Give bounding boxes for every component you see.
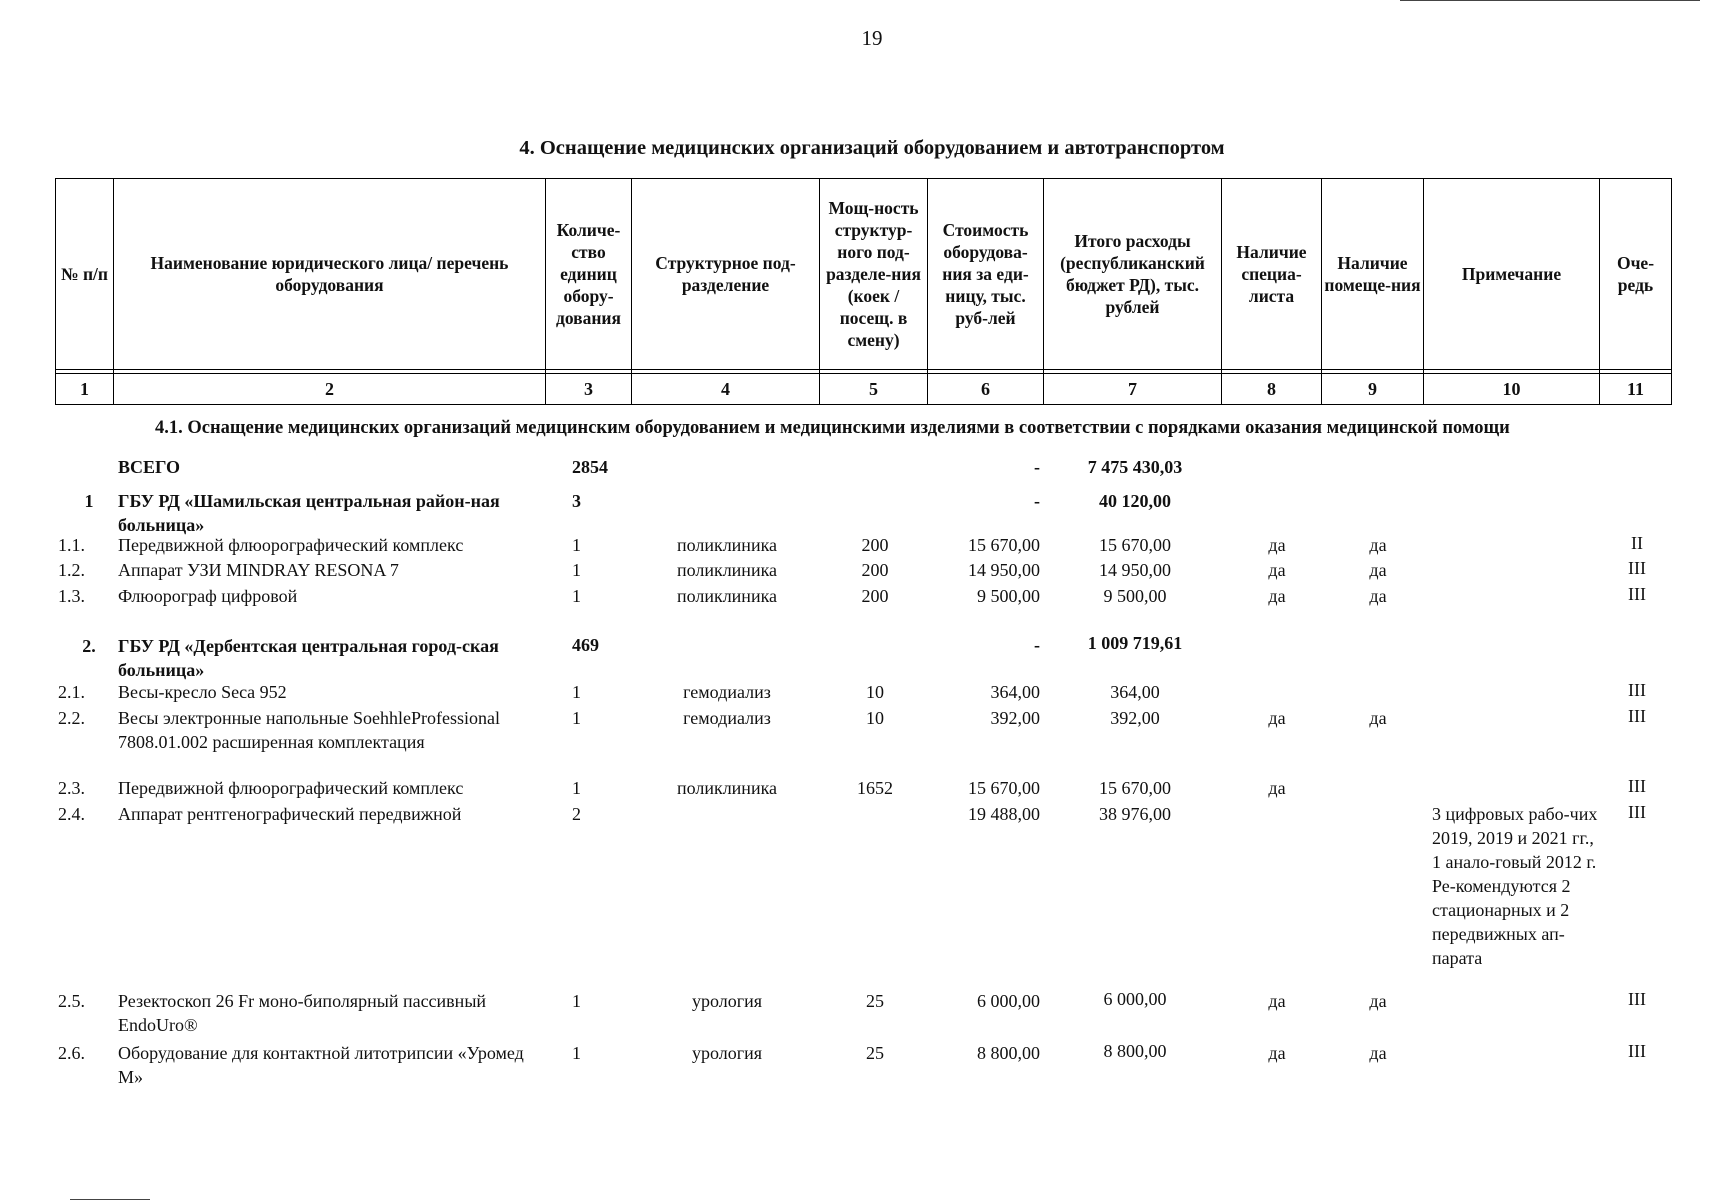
column-number: 7 [1044,374,1222,405]
section-title: 4. Оснащение медицинских организаций оборудованием и автотранспортом [519,137,1225,159]
item-note: 3 цифровых рабо-чих 2019, 2019 и 2021 гг., 1 анало-говый 2012 г. Ре-комендуются 2 стационарных и 2 передвижных ап-парата [1432,804,1598,968]
header-note: Примечание [1424,179,1600,370]
org-num: 2. [82,636,96,656]
item-num: 1.2. [58,560,85,580]
item-room: да [1369,708,1387,728]
item-total: 8 800,00 [1103,1041,1167,1061]
item-room: да [1369,991,1387,1011]
org-name: ГБУ РД «Дербентская центральная город-ская больница» [118,636,499,680]
item-dept: гемодиализ [683,708,771,728]
item-dept: гемодиализ [683,682,771,702]
header-num: № п/п [56,179,114,370]
item-queue: III [1628,776,1646,796]
item-capacity: 10 [866,682,884,702]
item-queue: III [1628,1041,1646,1061]
item-unit-cost: 14 950,00 [968,560,1040,580]
item-qty: 1 [572,991,581,1011]
item-unit-cost: 9 500,00 [977,586,1040,606]
column-number: 11 [1600,374,1672,405]
header-room: Наличие помеще-ния [1322,179,1424,370]
subsection-title: 4.1. Оснащение медицинских организаций медицинским оборудованием и медицинскими изделиями в соответствии с порядками оказания медицинской помощи [155,418,1510,438]
org-qty: 469 [572,635,599,655]
org-total: 40 120,00 [1099,491,1171,511]
item-total: 392,00 [1110,708,1160,728]
item-total: 14 950,00 [1099,560,1171,580]
column-number: 6 [928,374,1044,405]
item-num: 2.1. [58,682,85,702]
item-qty: 1 [572,560,581,580]
item-name: Флюорограф цифровой [118,586,298,606]
item-capacity: 200 [861,560,889,580]
item-unit-cost: 15 670,00 [968,778,1040,798]
totals-unit-cost: - [1034,457,1040,477]
totals-label: ВСЕГО [118,457,181,477]
org-unit-cost: - [1034,635,1040,655]
item-room: да [1369,560,1387,580]
header-unit-cost: Стоимость оборудова-ния за еди-ницу, тыс. руб-лей [928,179,1044,370]
item-unit-cost: 392,00 [990,708,1040,728]
item-num: 2.6. [58,1043,85,1063]
item-queue: III [1628,584,1646,604]
header-name: Наименование юридического лица/ перечень оборудования [114,179,546,370]
header-qty: Количе-ство единиц обору-дования [546,179,632,370]
header-queue: Оче-редь [1600,179,1672,370]
item-specialist: да [1268,778,1286,798]
item-dept: поликлиника [676,586,778,606]
item-room: да [1369,1043,1387,1063]
item-name: Аппарат УЗИ MINDRAY RESONA 7 [118,560,399,580]
item-qty: 2 [572,804,581,824]
item-specialist: да [1268,560,1286,580]
item-specialist: да [1268,991,1286,1011]
item-total: 364,00 [1110,682,1160,702]
item-total: 9 500,00 [1103,586,1167,606]
column-number: 1 [56,374,114,405]
org-qty: 3 [572,491,581,511]
header-total: Итого расходы (республиканский бюджет РД), тыс. рублей [1044,179,1222,370]
item-name: Резектоскоп 26 Fr моно-биполярный пассивный EndoUro® [118,991,487,1035]
item-dept: поликлиника [676,535,778,555]
item-total: 15 670,00 [1099,778,1171,798]
column-number: 4 [632,374,820,405]
item-queue: II [1631,533,1643,553]
item-num: 1.3. [58,586,85,606]
item-name: Оборудование для контактной литотрипсии «Уромед М» [118,1043,524,1087]
item-capacity: 25 [866,1043,884,1063]
item-capacity: 10 [866,708,884,728]
item-qty: 1 [572,778,581,798]
item-room: да [1369,586,1387,606]
page-number: 19 [861,26,883,50]
item-specialist: да [1268,1043,1286,1063]
item-num: 1.1. [58,535,85,555]
item-total: 15 670,00 [1099,535,1171,555]
org-name: ГБУ РД «Шамильская центральная район-ная больница» [118,491,500,535]
item-name: Аппарат рентгенографический передвижной [118,804,462,824]
item-num: 2.5. [58,991,85,1011]
column-number: 9 [1322,374,1424,405]
item-specialist: да [1268,708,1286,728]
item-name: Передвижной флюорографический комплекс [118,778,464,798]
item-queue: III [1628,989,1646,1009]
org-total: 1 009 719,61 [1087,633,1183,653]
item-queue: III [1628,802,1646,822]
item-capacity: 25 [866,991,884,1011]
column-number: 2 [114,374,546,405]
column-number: 8 [1222,374,1322,405]
org-unit-cost: - [1034,491,1040,511]
item-qty: 1 [572,535,581,555]
item-unit-cost: 364,00 [990,682,1040,702]
column-number: 5 [820,374,928,405]
item-qty: 1 [572,586,581,606]
org-num: 1 [84,491,94,511]
item-dept: поликлиника [676,778,778,798]
item-unit-cost: 15 670,00 [968,535,1040,555]
header-dept: Структурное под-разделение [632,179,820,370]
item-queue: III [1628,706,1646,726]
item-room: да [1369,535,1387,555]
item-capacity: 200 [861,586,889,606]
header-capacity: Мощ-ность структур-ного под-разделе-ния (коек / посещ. в смену) [820,179,928,370]
header-specialist: Наличие специа-листа [1222,179,1322,370]
item-unit-cost: 8 800,00 [977,1043,1040,1063]
item-queue: III [1628,680,1646,700]
column-number: 10 [1424,374,1600,405]
item-capacity: 1652 [857,778,893,798]
item-total: 6 000,00 [1103,989,1167,1009]
item-unit-cost: 19 488,00 [968,804,1040,824]
item-qty: 1 [572,1043,581,1063]
item-unit-cost: 6 000,00 [977,991,1040,1011]
item-dept: урология [691,991,763,1011]
totals-qty: 2854 [572,457,608,477]
item-specialist: да [1268,586,1286,606]
item-num: 2.2. [58,708,85,728]
item-name: Передвижной флюорографический комплекс [118,535,464,555]
item-total: 38 976,00 [1099,804,1171,824]
item-specialist: да [1268,535,1286,555]
item-name: Весы электронные напольные SoehhleProfessional 7808.01.002 расширенная комплектация [118,708,501,752]
item-capacity: 200 [861,535,889,555]
item-qty: 1 [572,682,581,702]
item-dept: урология [691,1043,763,1063]
item-dept: поликлиника [676,560,778,580]
column-number: 3 [546,374,632,405]
totals-total: 7 475 430,03 [1087,457,1183,477]
item-num: 2.3. [58,778,85,798]
item-num: 2.4. [58,804,85,824]
item-qty: 1 [572,708,581,728]
item-queue: III [1628,558,1646,578]
item-name: Весы-кресло Seca 952 [118,682,287,702]
